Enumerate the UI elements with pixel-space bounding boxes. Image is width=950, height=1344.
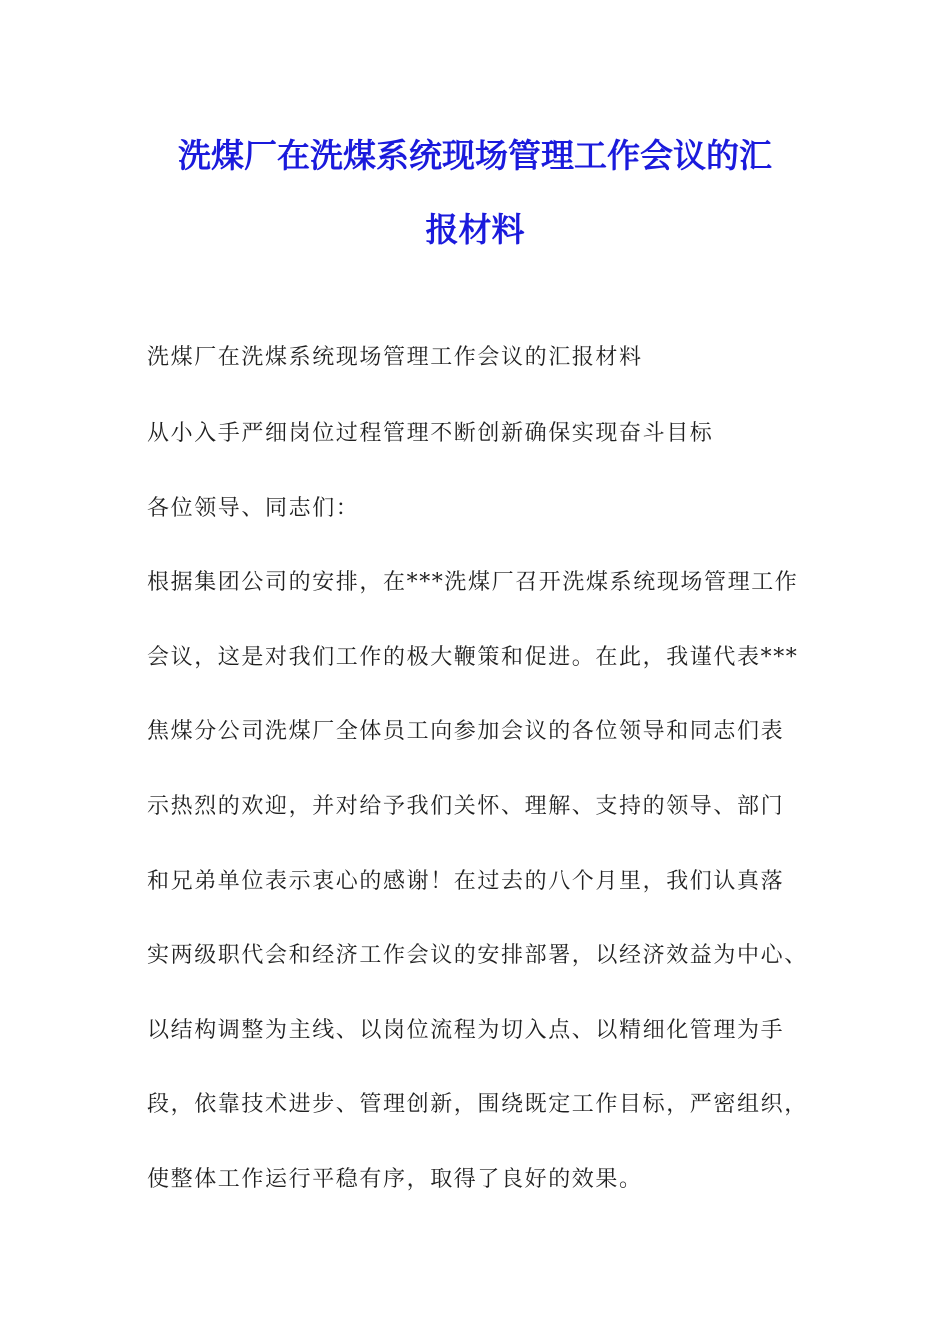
document-title-line-1: 洗煤厂在洗煤系统现场管理工作会议的汇 [178, 136, 772, 175]
body-paragraph-line: 以结构调整为主线、以岗位流程为切入点、以精细化管理为手 [147, 1018, 785, 1043]
body-paragraph-line: 根据集团公司的安排，在***洗煤厂召开洗煤系统现场管理工作 [147, 570, 799, 595]
body-line-salutation: 各位领导、同志们： [147, 496, 360, 521]
document-title-line-2: 报材料 [425, 210, 525, 249]
body-line-subtitle: 从小入手严细岗位过程管理不断创新确保实现奋斗目标 [147, 421, 714, 446]
body-paragraph-line: 示热烈的欢迎，并对给予我们关怀、理解、支持的领导、部门 [147, 794, 785, 819]
body-line-subject: 洗煤厂在洗煤系统现场管理工作会议的汇报材料 [147, 345, 643, 370]
body-paragraph-line: 实两级职代会和经济工作会议的安排部署，以经济效益为中心、 [147, 943, 808, 968]
body-paragraph-line: 焦煤分公司洗煤厂全体员工向参加会议的各位领导和同志们表 [147, 719, 785, 744]
body-paragraph-line: 和兄弟单位表示衷心的感谢！在过去的八个月里，我们认真落 [147, 869, 785, 894]
body-paragraph-line: 段，依靠技术进步、管理创新，围绕既定工作目标，严密组织， [147, 1092, 808, 1117]
body-paragraph-line: 使整体工作运行平稳有序，取得了良好的效果。 [147, 1167, 643, 1192]
body-paragraph-line: 会议，这是对我们工作的极大鞭策和促进。在此，我谨代表*** [147, 645, 799, 670]
